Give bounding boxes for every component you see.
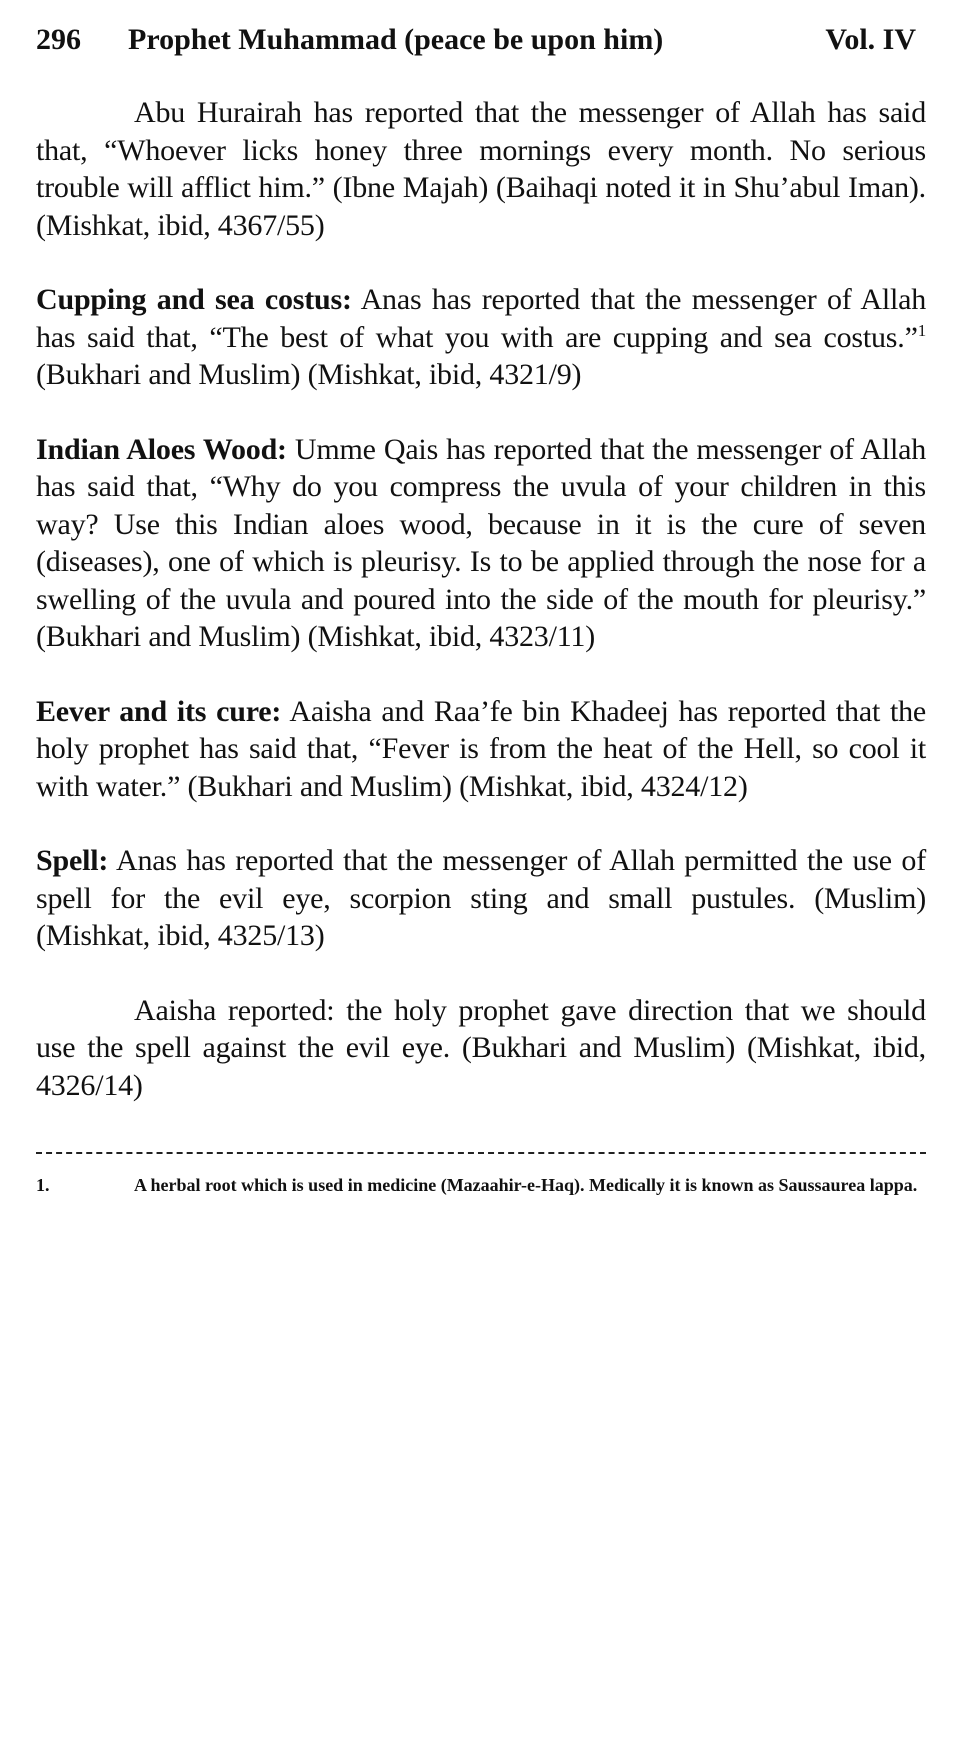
paragraph-evil-eye — [36, 992, 926, 1105]
running-head — [36, 22, 926, 58]
paragraph-text: Anas has reported that the messenger of Allah permitted the use of spell for the evil eye, scorpion sting and small pustules. (Muslim) (Mishkat, ibid, 4325/13) — [36, 844, 926, 952]
paragraph-aloes-wood — [36, 431, 926, 656]
paragraph-text-after: (Bukhari and Muslim) (Mishkat, ibid, 4321/9) — [36, 358, 582, 391]
footnote — [36, 1172, 926, 1198]
paragraph-fever — [36, 693, 926, 806]
footnote-separator — [36, 1152, 926, 1154]
footnote-reference: 1 — [917, 320, 926, 340]
book-title: Prophet Muhammad (peace be upon him) — [128, 23, 664, 56]
paragraph-honey — [36, 94, 926, 244]
paragraph-text: Abu Hurairah has reported that the messenger of Allah has said that, “Whoever licks honey three mornings every month. No serious trouble will afflict him.” (Ibne Majah) (Baihaqi noted it in Shu’abul Iman). (Mishkat, ibid, 4367/55) — [36, 96, 926, 242]
paragraph-text: Anas has reported that the messenger of Allah has said that, “The best of what you with are cupping and sea costus.” — [36, 283, 927, 354]
paragraph-heading: Cupping and sea costus: — [36, 283, 352, 316]
paragraph-heading: Indian Aloes Wood: — [36, 432, 287, 466]
paragraph-spell — [36, 842, 926, 955]
paragraph-text: Aaisha and Raa’fe bin Khadeej has reported that the holy prophet has said that, “Fever is from the heat of the Hell, so cool it with water.” (Bukhari and Muslim) (Mishkat, ibid, 4324/12) — [36, 694, 927, 803]
paragraph-cupping — [36, 281, 926, 394]
paragraph-heading: Spell: — [36, 844, 109, 877]
paragraph-heading: Eever and its cure: — [36, 694, 282, 728]
paragraph-text: Aaisha reported: the holy prophet gave direction that we should use the spell against the evil eye. (Bukhari and Muslim) (Mishkat, ibid, 4326/14) — [36, 993, 926, 1102]
page — [36, 22, 926, 1198]
volume-label: Vol. IV — [825, 23, 916, 56]
footnote-number: 1. — [36, 1175, 50, 1195]
page-number: 296 — [36, 23, 81, 56]
footnote-text: A herbal root which is used in medicine (Mazaahir-e-Haq). Medically it is known as Saussaurea lappa. — [134, 1175, 918, 1195]
paragraph-text: Umme Qais has reported that the messenger of Allah has said that, “Why do you compress the uvula of your children in this way? Use this Indian aloes wood, because in it is the cure of seven (diseases), one of which is pleurisy. Is to be applied through the nose for a swelling of the uvula and poured into the side of the mouth for pleurisy.” (Bukhari and Muslim) (Mishkat, ibid, 4323/11) — [36, 432, 926, 653]
